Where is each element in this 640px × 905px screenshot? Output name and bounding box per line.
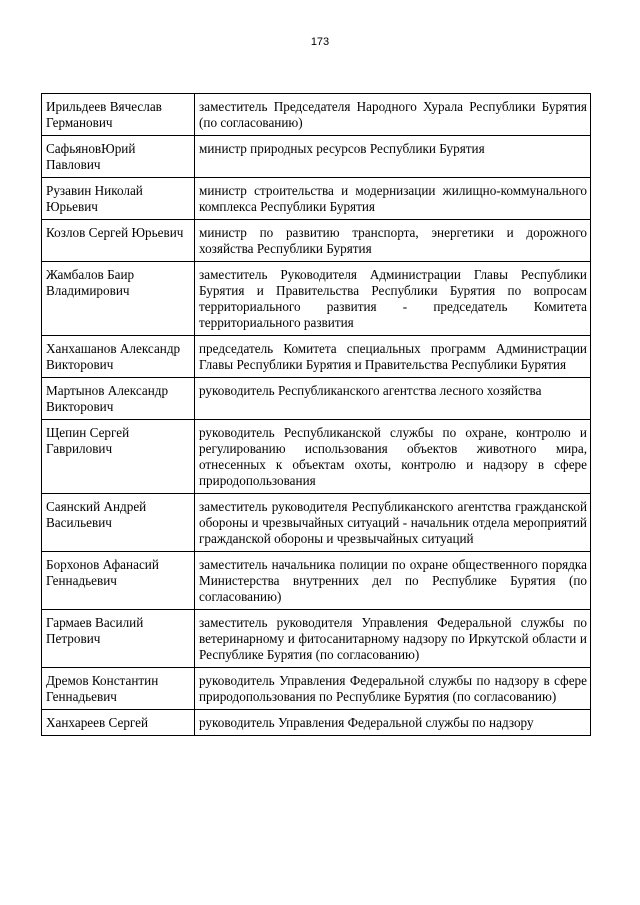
member-name: Ханхашанов Александр Викторович (42, 336, 195, 378)
member-position: заместитель Председателя Народного Хурала Республики Бурятия (по согласованию) (195, 94, 591, 136)
member-position: руководитель Республиканского агентства лесного хозяйства (195, 378, 591, 420)
member-name: Козлов Сергей Юрьевич (42, 220, 195, 262)
table-row (42, 178, 591, 220)
table-row (42, 336, 591, 378)
member-position: руководитель Управления Федеральной службы по надзору в сфере природопользования по Республике Бурятия (по согласованию) (195, 668, 591, 710)
table-row (42, 552, 591, 610)
member-name: Щепин Сергей Гаврилович (42, 420, 195, 494)
table-row (42, 494, 591, 552)
table-row (42, 668, 591, 710)
table-row (42, 610, 591, 668)
member-name: Жамбалов Баир Владимирович (42, 262, 195, 336)
member-position: заместитель руководителя Управления Федеральной службы по ветеринарному и фитосанитарному надзору по Иркутской области и Республике Бурятия (по согласованию) (195, 610, 591, 668)
members-table (41, 93, 591, 736)
table-row (42, 262, 591, 336)
member-position: министр по развитию транспорта, энергетики и дорожного хозяйства Республики Бурятия (195, 220, 591, 262)
table-row (42, 94, 591, 136)
member-name: Ханхареев Сергей (42, 710, 195, 736)
member-position: заместитель Руководителя Администрации Главы Республики Бурятия и Правительства Республики Бурятия по вопросам территориального развития - председатель Комитета территориального развития (195, 262, 591, 336)
table-row (42, 220, 591, 262)
member-name: Борхонов Афанасий Геннадьевич (42, 552, 195, 610)
member-name: Гармаев Василий Петрович (42, 610, 195, 668)
member-position: заместитель начальника полиции по охране общественного порядка Министерства внутренних дел по Республике Бурятия (по согласованию) (195, 552, 591, 610)
table-row (42, 710, 591, 736)
member-position: заместитель руководителя Республиканского агентства гражданской обороны и чрезвычайных ситуаций - начальник отдела мероприятий гражданской обороны и чрезвычайных ситуаций (195, 494, 591, 552)
member-name: Мартынов Александр Викторович (42, 378, 195, 420)
member-name: Дремов Константин Геннадьевич (42, 668, 195, 710)
member-position: председатель Комитета специальных программ Администрации Главы Республики Бурятия и Правительства Республики Бурятия (195, 336, 591, 378)
member-name: СафьяновЮрий Павлович (42, 136, 195, 178)
member-name: Рузавин Николай Юрьевич (42, 178, 195, 220)
member-position: министр природных ресурсов Республики Бурятия (195, 136, 591, 178)
table-row (42, 378, 591, 420)
member-position: руководитель Республиканской службы по охране, контролю и регулированию использования объектов животного мира, отнесенных к объектам охоты, контролю и надзору в сфере природопользования (195, 420, 591, 494)
member-position: руководитель Управления Федеральной службы по надзору (195, 710, 591, 736)
table-row (42, 136, 591, 178)
member-position: министр строительства и модернизации жилищно-коммунального комплекса Республики Бурятия (195, 178, 591, 220)
table-row (42, 420, 591, 494)
page-number: 173 (310, 36, 330, 48)
member-name: Саянский Андрей Васильевич (42, 494, 195, 552)
member-name: Ирильдеев Вячеслав Германович (42, 94, 195, 136)
